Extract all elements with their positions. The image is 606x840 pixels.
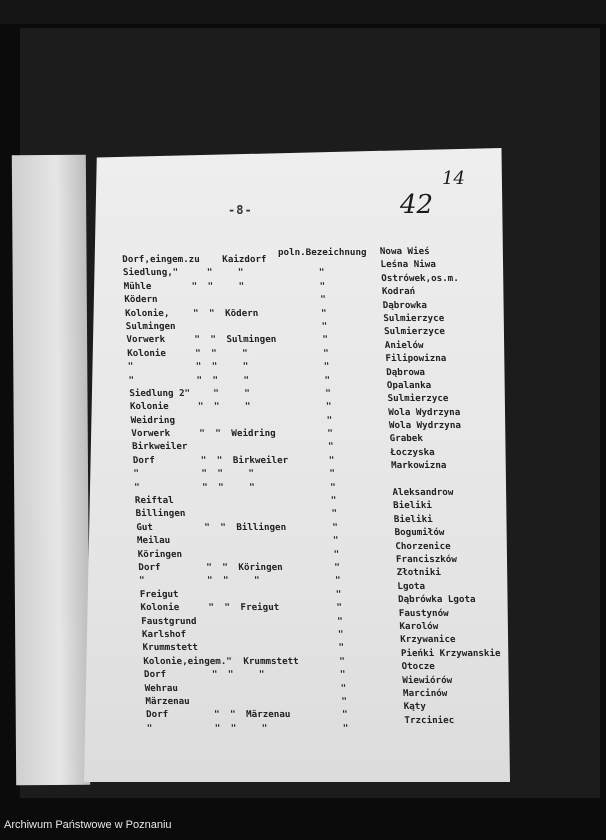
polish-name: Wola Wydrzyna [388,406,461,418]
german-name: " [133,468,140,480]
ditto-mark: " [339,655,346,667]
ditto-mark: " [230,722,237,734]
german-name: Dorf,eingem.zu [122,254,201,265]
ditto-mark: " [319,280,326,292]
polish-name: Trzciniec [404,714,455,726]
ditto-mark: " [334,575,341,587]
german-name: " [133,481,141,493]
german-name: Wehrau [144,682,179,694]
ditto-mark: " [213,709,220,721]
polish-name: Ostrówek,os.m. [380,272,460,284]
parent-locality: " [244,401,251,413]
german-name: Sulmingen [125,320,176,332]
ditto-mark: " [216,454,223,466]
ditto-mark: " [326,414,333,426]
polish-name: Marcinów [402,687,448,699]
ditto-mark: " [227,669,234,681]
ditto-mark: " [210,334,217,346]
ditto-mark: " [194,334,201,346]
ditto-mark: " [196,374,203,386]
polish-name: Faustynów [398,607,449,619]
parent-locality: Freigut [240,602,280,614]
german-name: Karlshof [141,628,187,640]
ditto-mark: " [197,401,204,413]
table-row [131,420,512,441]
ditto-mark: " [194,347,202,359]
table-row [134,487,516,508]
parent-locality: " [238,280,245,292]
ditto-mark: " [213,387,220,399]
german-name: Krummstett [142,642,199,654]
polish-name: Wola Wydrzyna [388,420,462,432]
polish-name: Dąbrowa [385,366,426,378]
ditto-mark: " [329,468,336,480]
polish-name: Grabek [389,433,424,445]
table-row [124,286,505,307]
german-name: Siedlung 2" [129,387,191,399]
table-row [129,379,510,401]
german-name: Kolonie [140,602,180,614]
german-name: Kolonie [129,401,170,413]
german-name: Kolonie,eingem." [143,655,233,667]
ditto-mark: " [342,722,349,734]
ditto-mark: " [191,280,198,292]
polish-name: Karolów [399,620,439,632]
handwritten-corner-number: 14 [442,168,465,189]
german-name: Gut [136,521,154,533]
ditto-mark: " [212,374,219,386]
polish-name: Krzywanice [399,634,456,646]
ditto-mark: " [217,468,224,480]
ditto-mark: " [330,495,337,507]
ditto-mark: " [318,267,325,279]
polish-name: Dąbrowka [382,299,428,311]
polish-name: Nowa Wieś [379,246,430,257]
parent-locality: " [261,722,268,734]
polish-name: Lgota [397,580,426,592]
german-name: Mühle [123,280,152,292]
ditto-mark: " [321,320,328,332]
ditto-mark: " [341,709,348,721]
ditto-mark: " [328,454,335,466]
ditto-mark: " [214,722,221,734]
polish-name: Anielów [384,339,424,351]
polish-name: Bogumiłów [394,527,445,539]
ditto-mark: " [220,521,227,533]
parent-locality: " [258,669,265,681]
german-name: Freigut [139,588,179,600]
ditto-mark: " [210,347,218,359]
ditto-mark: " [323,361,330,373]
table-row [136,513,517,535]
german-name: " [127,361,134,373]
polish-name: Franciszków [395,553,458,565]
ditto-mark: " [340,682,347,694]
polish-name: Dąbrówka Lgota [397,594,476,606]
table-row [132,446,514,468]
ditto-mark: " [325,387,332,399]
polish-name: Pieńki Krzywanskie [400,647,501,659]
polish-name: Chorzenice [395,540,451,552]
table-row [140,594,521,615]
german-name: Billingen [135,508,186,520]
table-row [145,701,527,722]
german-name: Ködern [124,294,158,306]
parent-locality: Köringen [238,561,283,573]
polish-name: Wiewiórów [402,674,453,686]
parent-locality: " [241,347,249,359]
german-name: Weidring [130,414,176,426]
ditto-mark: " [195,361,202,373]
german-name: " [128,374,135,386]
german-name: Vorwerk [131,428,171,440]
parent-locality: Weidring [231,428,276,440]
parent-locality: " [248,481,256,493]
ditto-mark: " [322,334,329,346]
table-row [138,553,519,575]
polish-name: Sulmierzyce [383,326,446,338]
table-row [143,647,524,669]
ditto-mark: " [211,669,218,681]
german-name: Köringen [137,548,183,560]
parent-locality: " [237,267,244,279]
ditto-mark: " [206,561,213,573]
parent-locality: Ködern [224,307,259,319]
polish-name: Łoczyska [390,446,435,458]
parent-locality: " [244,387,251,399]
german-name: Dorf [143,669,167,681]
polish-name: Opalanka [386,379,432,391]
film-border [0,0,606,24]
ditto-mark: " [206,575,213,587]
ditto-mark: " [336,602,343,614]
parent-locality: " [243,374,250,386]
german-name: Faustgrund [140,615,197,627]
ditto-mark: " [206,267,213,279]
ditto-mark: " [341,695,348,707]
ditto-mark: " [201,481,209,493]
polish-name: Aleksandrow [392,487,454,499]
ditto-mark: " [320,307,327,319]
polish-name: Filipowizna [385,353,447,365]
german-name: Meilau [136,535,171,547]
ditto-mark: " [334,561,341,573]
parent-locality: Märzenau [245,709,291,721]
ditto-mark: " [229,709,236,721]
polish-name-column-header: poln.Bezeichnung [278,247,367,258]
ditto-mark: " [339,669,346,681]
ditto-mark: " [325,401,332,413]
polish-name: Leśna Niwa [380,259,437,271]
ditto-mark: " [200,454,207,466]
german-name: Birkweiler [131,441,188,453]
polish-name: Sulmierzyce [387,393,449,405]
polish-name: Złotniki [396,567,442,579]
ditto-mark: " [329,481,337,493]
ditto-mark: " [222,575,229,587]
polish-name: Otocze [401,661,436,673]
ditto-mark: " [217,481,225,493]
german-name: Siedlung," [122,267,179,279]
polish-name: Kodrań [381,286,416,298]
page-number: -8- [228,203,253,217]
archive-footer: Archiwum Państwowe w Poznaniu [4,819,172,831]
polish-name: Bieliki [393,513,433,525]
parent-locality: Sulmingen [226,334,277,346]
polish-name: Bieliki [392,500,433,512]
ditto-mark: " [224,602,231,614]
ditto-mark: " [204,521,211,533]
ditto-mark: " [211,361,218,373]
table-row [128,366,509,388]
table-row [126,326,507,347]
ditto-mark: " [332,535,339,547]
german-name: Kolonie [126,347,167,359]
ditto-mark: " [335,588,342,600]
ditto-mark: " [208,602,215,614]
german-name: Märzenau [145,695,191,707]
parent-locality: Kaizdorf [222,254,267,265]
german-name: Dorf [138,561,161,573]
table-row [124,299,506,321]
ditto-mark: " [213,401,220,413]
ditto-mark: " [201,468,208,480]
german-name: " [138,575,145,587]
german-name: Dorf [132,454,156,466]
ditto-mark: " [208,307,215,319]
handwritten-folio-number: 42 [400,190,434,220]
polish-name: Kąty [403,701,427,713]
parent-locality: " [248,468,255,480]
parent-locality: " [242,361,249,373]
ditto-mark: " [192,307,199,319]
polish-name: Markowizna [390,460,447,472]
ditto-mark: " [337,628,344,640]
ditto-mark: " [324,374,331,386]
ditto-mark: " [331,508,338,520]
ditto-mark: " [336,615,344,627]
parent-locality: Krummstett [243,655,299,667]
ditto-mark: " [332,521,339,533]
german-name: Vorwerk [126,334,166,346]
ditto-mark: " [222,561,229,573]
ditto-mark: " [215,428,222,440]
polish-name: Sulmierzyce [383,312,445,324]
ditto-mark: " [327,441,334,453]
parent-locality: " [253,575,260,587]
ditto-mark: " [199,428,206,440]
ditto-mark: " [338,642,345,654]
german-name: Dorf [145,709,169,721]
ditto-mark: " [320,294,327,306]
parent-locality: Birkweiler [232,454,289,466]
table-row [134,482,515,495]
german-name: Kolonie, [124,307,170,319]
ditto-mark: " [322,347,330,359]
ditto-mark: " [327,428,334,440]
parent-locality: Billingen [236,521,287,533]
ditto-mark: " [207,280,214,292]
ditto-mark: " [333,548,340,560]
table-row [127,353,509,374]
previous-page-edge [12,155,90,786]
german-name: " [146,722,153,734]
german-name: Reiftal [134,495,174,507]
